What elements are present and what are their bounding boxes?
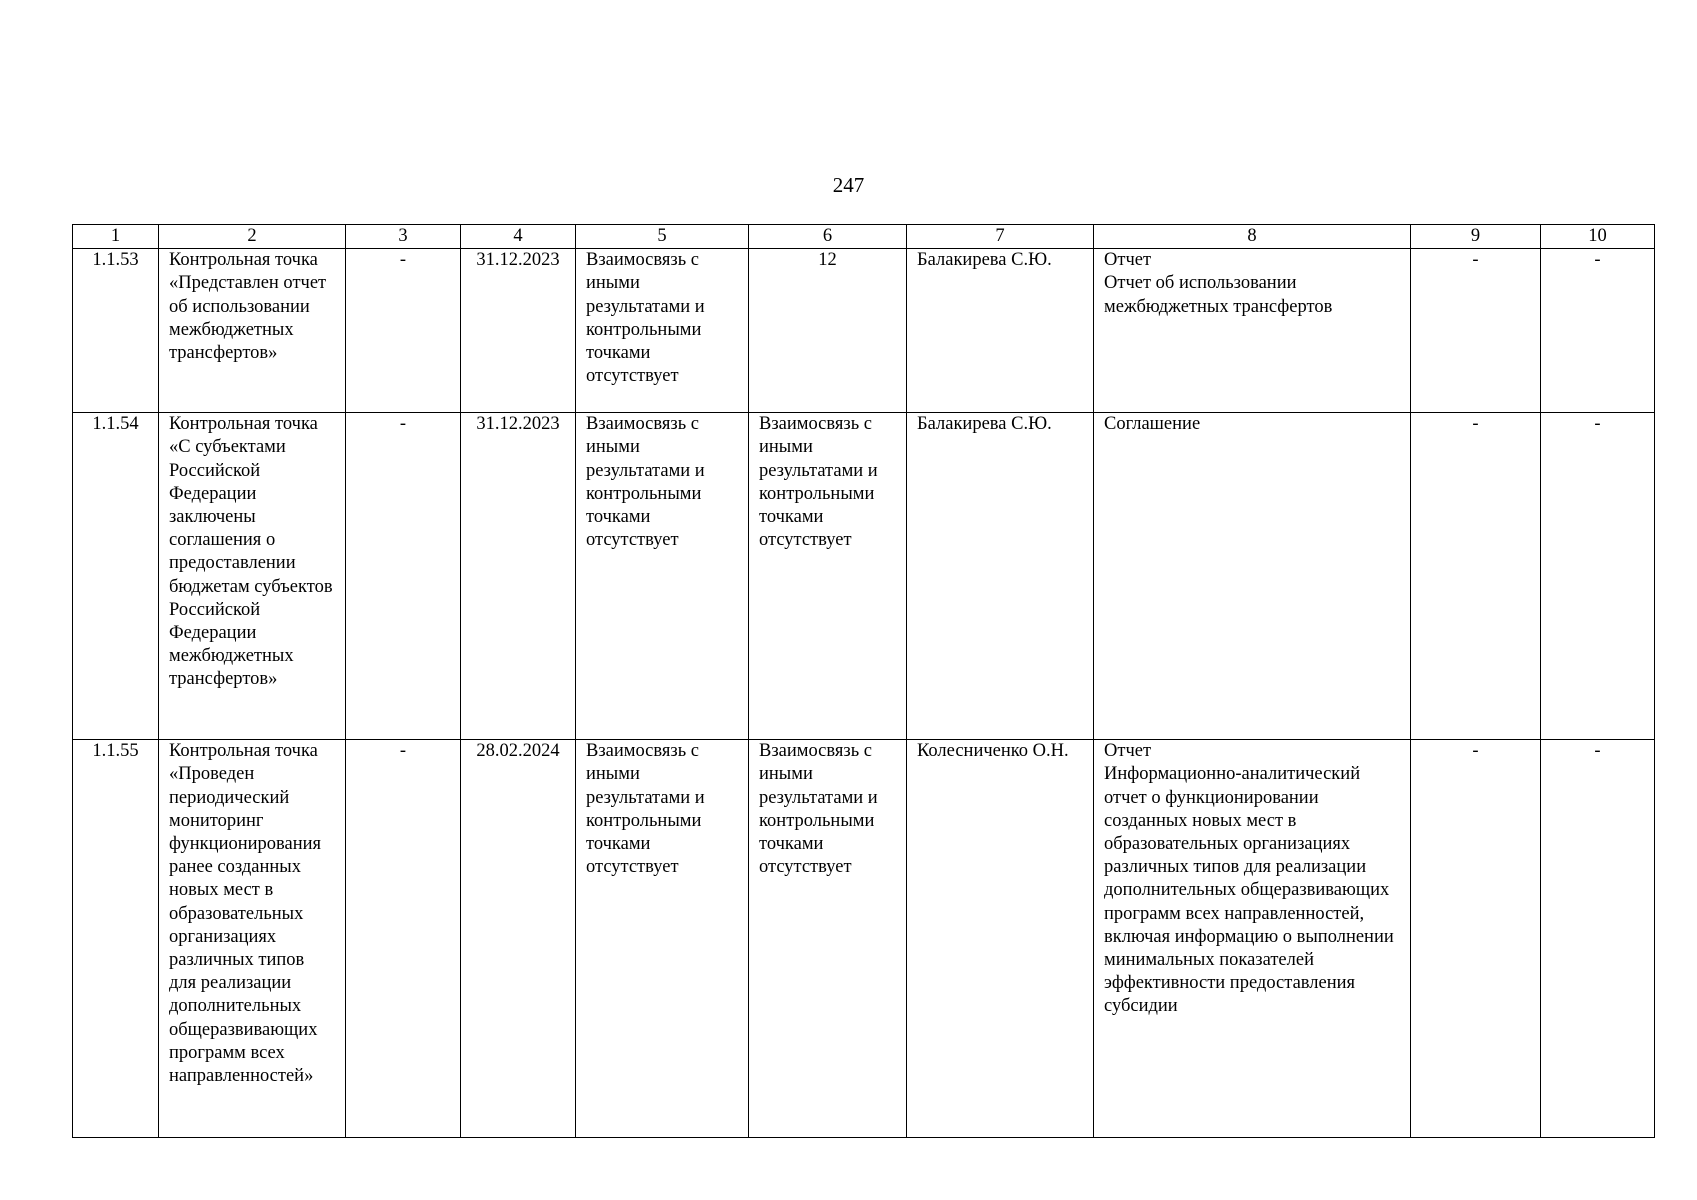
- column-9-cell: -: [1411, 413, 1541, 740]
- column-10-cell: -: [1541, 413, 1655, 740]
- row-number-cell: 1.1.53: [73, 249, 159, 413]
- column-header: 9: [1411, 225, 1541, 249]
- column-header: 5: [576, 225, 749, 249]
- responsible-cell: Колесниченко О.Н.: [907, 740, 1094, 1138]
- column-header: 7: [907, 225, 1094, 249]
- responsible-cell: Балакирева С.Ю.: [907, 249, 1094, 413]
- table-row: [73, 740, 1655, 1138]
- column-header: 1: [73, 225, 159, 249]
- column-header: 10: [1541, 225, 1655, 249]
- table-row: [73, 413, 1655, 740]
- relation-cell: Взаимосвязь с иными результатами и контрольными точками отсутствует: [576, 249, 749, 413]
- document-cell: [1094, 413, 1411, 740]
- control-point-name-cell: Контрольная точка «С субъектами Российской Федерации заключены соглашения о предоставлении бюджетам субъектов Российской Федерации межбюджетных трансфертов»: [159, 413, 346, 740]
- responsible-cell: Балакирева С.Ю.: [907, 413, 1094, 740]
- control-point-name-cell: Контрольная точка «Представлен отчет об использовании межбюджетных трансфертов»: [159, 249, 346, 413]
- table-row: [73, 249, 1655, 413]
- relation-2-cell: Взаимосвязь с иными результатами и контрольными точками отсутствует: [749, 740, 907, 1138]
- table-header-row: [73, 225, 1655, 249]
- row-number-cell: 1.1.54: [73, 413, 159, 740]
- date-cell: 31.12.2023: [461, 249, 576, 413]
- document-description: Отчет об использовании межбюджетных трансфертов: [1104, 273, 1333, 317]
- column-3-cell: -: [346, 740, 461, 1138]
- column-header: 4: [461, 225, 576, 249]
- column-10-cell: -: [1541, 249, 1655, 413]
- relation-cell: Взаимосвязь с иными результатами и контрольными точками отсутствует: [576, 740, 749, 1138]
- control-points-table: [72, 224, 1655, 1138]
- document-cell: [1094, 249, 1411, 413]
- document-description: Информационно-аналитический отчет о функционировании созданных новых мест в образовательных организациях различных типов для реализации дополнительных общеразвивающих программ всех направленностей, включая информацию о выполнении минимальных показателей эффективности предоставления субсидии: [1104, 764, 1394, 1017]
- document-type: Отчет: [1104, 741, 1152, 762]
- document-cell: [1094, 740, 1411, 1138]
- control-point-name-cell: Контрольная точка «Проведен периодический мониторинг функционирования ранее созданных новых мест в образовательных организациях различных типов для реализации дополнительных общеразвивающих программ всех направленностей»: [159, 740, 346, 1138]
- column-header: 6: [749, 225, 907, 249]
- column-9-cell: -: [1411, 740, 1541, 1138]
- column-10-cell: -: [1541, 740, 1655, 1138]
- column-3-cell: -: [346, 249, 461, 413]
- document-type: Отчет: [1104, 250, 1152, 271]
- column-header: 2: [159, 225, 346, 249]
- date-cell: 28.02.2024: [461, 740, 576, 1138]
- relation-2-cell: Взаимосвязь с иными результатами и контрольными точками отсутствует: [749, 413, 907, 740]
- column-9-cell: -: [1411, 249, 1541, 413]
- row-number-cell: 1.1.55: [73, 740, 159, 1138]
- date-cell: 31.12.2023: [461, 413, 576, 740]
- page-number: 247: [832, 173, 865, 197]
- column-header: 8: [1094, 225, 1411, 249]
- document-type: Соглашение: [1104, 414, 1201, 435]
- column-header: 3: [346, 225, 461, 249]
- column-3-cell: -: [346, 413, 461, 740]
- relation-cell: Взаимосвязь с иными результатами и контрольными точками отсутствует: [576, 413, 749, 740]
- relation-2-cell: 12: [749, 249, 907, 413]
